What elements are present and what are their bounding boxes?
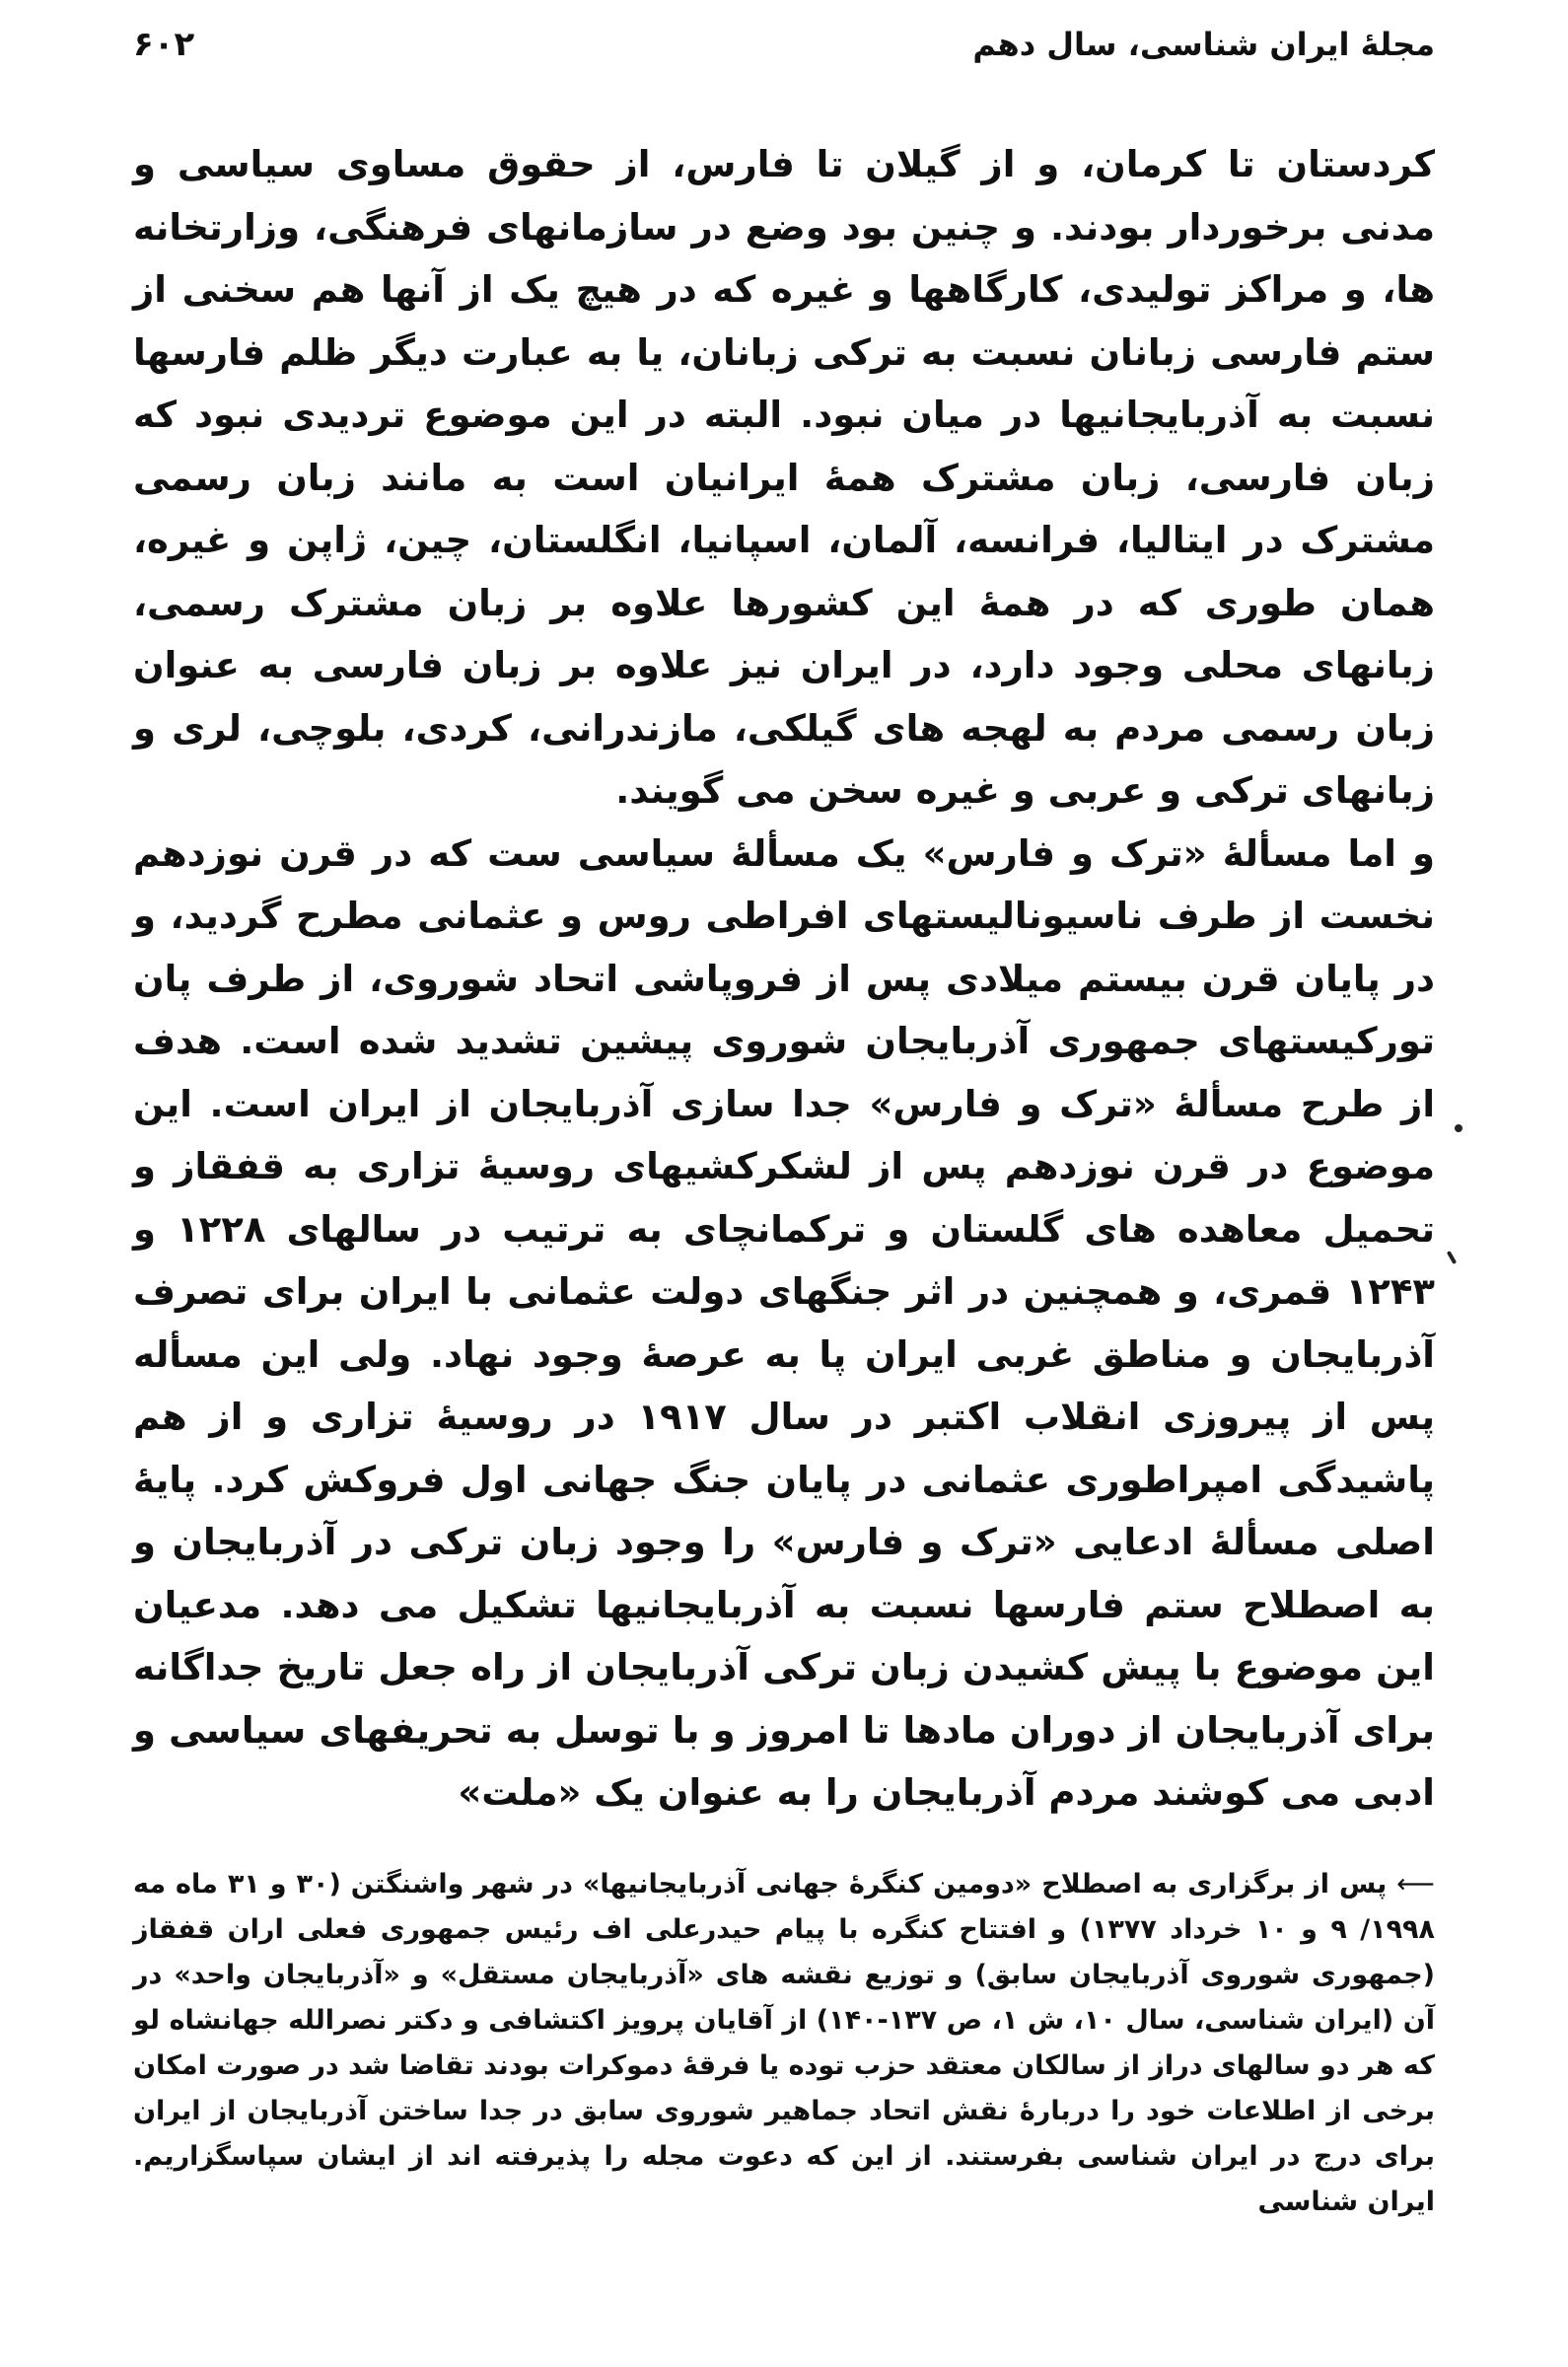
paragraph-1: کردستان تا کرمان، و از گیلان تا فارس، از حقوق مساوی سیاسی و مدنی برخوردار بودند. و چنین بود وضع در سازمانهای فرهنگی، وزارتخانه ها، و مراکز تولیدی، کارگاهها و غیره که در هیچ یک از آنها هم سخنی از ستم فارسی زبانان نسبت به ترکی زبانان، یا به عبارت دیگر ظلم فارسها نسبت به آذربایجانیها در میان نبود. البته در این موضوع تردیدی نبود که زبان فارسی، زبان مشترک همهٔ ایرانیان است به مانند زبان رسمی مشترک در ایتالیا، فرانسه، آلمان، اسپانیا، انگلستان، چین، ژاپن و غیره، همان طوری که در همهٔ این کشورها علاوه بر زبان مشترک رسمی، زبانهای محلی وجود دارد، در ایران نیز علاوه بر زبان فارسی به عنوان زبان رسمی مردم به لهجه های گیلکی، مازندرانی، کردی، بلوچی، لری و زبانهای ترکی و عربی و غیره سخن می گویند. — [133, 143, 1435, 812]
running-header — [133, 20, 1435, 69]
page-number: ۶۰۲ — [133, 25, 195, 64]
margin-tick-mark — [1447, 1251, 1457, 1264]
journal-title: مجلهٔ ایران شناسی، سال دهم — [972, 26, 1435, 63]
footnote-text: پس از برگزاری به اصطلاح «دومین کنگرهٔ جهانی آذربایجانیها» در شهر واشنگتن (۳۰ و ۳۱ ماه مه ۱۹۹۸/ ۹ و ۱۰ خرداد ۱۳۷۷) و افتتاح کنگره با پیام حیدرعلی اف رئیس جمهوری فعلی اران قفقاز (جمهوری شوروی آذربایجان سابق) و توزیع نقشه های «آذربایجان مستقل» و «آذربایجان واحد» در آن (ایران شناسی، سال ۱۰، ش ۱، ص ۱۳۷-۱۴۰) از آقایان پرویز اکتشافی و دکتر نصرالله جهانشاه لو که هر دو سالهای دراز از سالکان معتقد حزب توده یا فرقهٔ دموکرات بودند تقاضا شد در صورت امکان برخی از اطلاعات خود را دربارهٔ نقش اتحاد جماهیر شوروی سابق در جدا ساختن آذربایجان از ایران برای درج در ایران شناسی بفرستند. از این که دعوت مجله را پذیرفته اند از ایشان سپاسگزاریم. ایران شناسی — [133, 1869, 1436, 2217]
footnote — [133, 1862, 1435, 2225]
paragraph-2: و اما مسألهٔ «ترک و فارس» یک مسألهٔ سیاسی ست که در قرن نوزدهم نخست از طرف ناسیونالیستهای افراطی روس و عثمانی مطرح گردید، و در پایان قرن بیستم میلادی پس از فروپاشی اتحاد شوروی، از طرف پان تورکیستهای جمهوری آذربایجان شوروی پیشین تشدید شده است. هدف از طرح مسألهٔ «ترک و فارس» جدا سازی آذربایجان از ایران است. این موضوع در قرن نوزدهم پس از لشکرکشیهای روسیهٔ تزاری به قفقاز و تحمیل معاهده های گلستان و ترکمانچای به ترتیب در سالهای ۱۲۲۸ و ۱۲۴۳ قمری، و همچنین در اثر جنگهای دولت عثمانی با ایران برای تصرف آذربایجان و مناطق غربی ایران پا به عرصهٔ وجود نهاد. ولی این مسأله پس از پیروزی انقلاب اکتبر در سال ۱۹۱۷ در روسیهٔ تزاری و از هم پاشیدگی امپراطوری عثمانی در پایان جنگ جهانی اول فروکش کرد. پایهٔ اصلی مسألهٔ ادعایی «ترک و فارس» را وجود زبان ترکی در آذربایجان و به اصطلاح ستم فارسها نسبت به آذربایجانیها تشکیل می دهد. مدعیان این موضوع با پیش کشیدن زبان ترکی آذربایجان از راه جعل تاریخ جداگانه برای آذربایجان از دوران مادها تا امروز و با توسل به تحریفهای سیاسی و ادبی می کوشند مردم آذربایجان را به عنوان یک «ملت» — [133, 831, 1436, 1814]
arrow-left-icon: ⟵ — [1396, 1869, 1435, 1900]
margin-dot-mark — [1455, 1124, 1462, 1132]
body-text — [133, 133, 1435, 1825]
